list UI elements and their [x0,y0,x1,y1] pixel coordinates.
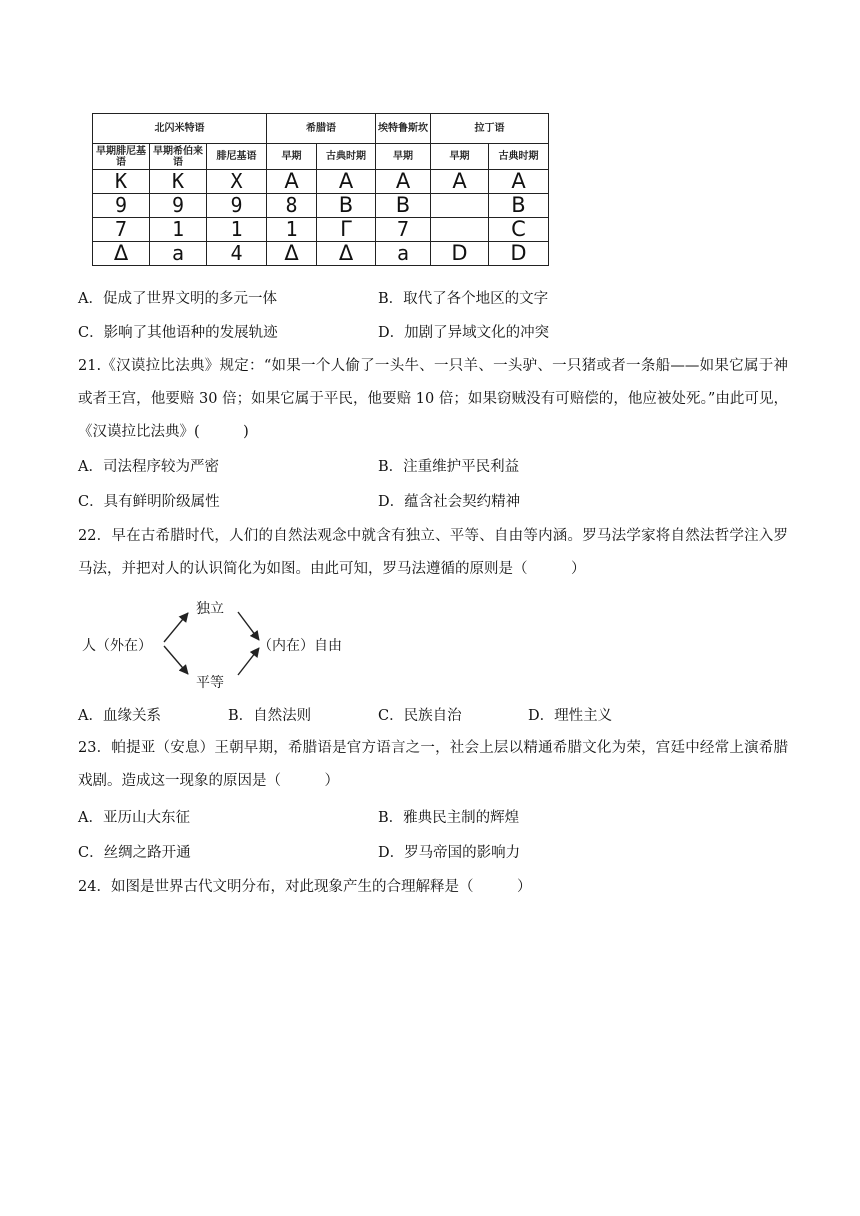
arrow-to-equality [164,646,188,674]
letter-cell: B [376,194,431,218]
letter-cell: D [489,242,549,266]
q22-option-a: A．血缘关系 [78,708,161,724]
q23-option-c: C．丝绸之路开通 [78,845,191,861]
subheader-cell: 早期希伯来语 [150,144,207,170]
letter-cell: K [150,170,207,194]
letter-cell: D [431,242,489,266]
letter-cell: B [489,194,549,218]
q22-option-b: B．自然法则 [228,708,312,724]
q20-option-c: C．影响了其他语种的发展轨迹 [78,325,278,341]
q21-option-c: C．具有鲜明阶级属性 [78,494,220,510]
letter-cell: 1 [267,218,317,242]
letter-cell: A [376,170,431,194]
q21-option-b: B．注重维护平民利益 [378,459,520,475]
q24-stem: 24．如图是世界古代文明分布，对此现象产生的合理解释是（ ） [78,879,532,895]
q23-option-d: D．罗马帝国的影响力 [378,845,521,861]
letter-cell [431,194,489,218]
diagram-label-independence: 独立 [196,601,224,617]
alphabet-table [92,113,549,266]
letter-cell: X [207,170,267,194]
letter-cell: A [317,170,376,194]
q20-option-a: A．促成了世界文明的多元一体 [78,291,277,307]
group-header-greek: 希腊语 [267,114,376,144]
letter-cell: 7 [93,218,150,242]
letter-cell: 1 [150,218,207,242]
table-row [93,218,549,242]
q21-option-d: D．蕴含社会契约精神 [378,494,521,510]
q23-option-a: A．亚历山大东征 [78,810,190,826]
letter-cell: 9 [93,194,150,218]
letter-cell: Δ [93,242,150,266]
group-header-latin: 拉丁语 [431,114,549,144]
letter-cell: A [431,170,489,194]
subheader-cell: 早期 [267,144,317,170]
letter-cell: C [489,218,549,242]
letter-cell: K [93,170,150,194]
q23-option-b: B．雅典民主制的辉煌 [378,810,520,826]
letter-cell: B [317,194,376,218]
subheader-cell: 古典时期 [489,144,549,170]
letter-cell: 4 [207,242,267,266]
letter-cell: 9 [207,194,267,218]
group-header-north-semitic: 北闪米特语 [93,114,267,144]
letter-cell: Γ [317,218,376,242]
subheader-cell: 早期 [431,144,489,170]
subheader-cell: 腓尼基语 [207,144,267,170]
subheader-cell: 早期腓尼基语 [93,144,150,170]
q21-option-a: A．司法程序较为严密 [78,459,219,475]
arrow-equality-to-freedom [238,648,259,675]
letter-cell: a [150,242,207,266]
letter-cell [431,218,489,242]
letter-cell: 9 [150,194,207,218]
arrow-independence-to-freedom [238,612,259,640]
q22-stem: 22．早在古希腊时代，人们的自然法观念中就含有独立、平等、自由等内涵。罗马法学家将自然法哲学注入罗马法，并把对人的认识简化为如图。由此可知，罗马法遵循的原则是（ ） [78,528,788,577]
q22-option-d: D．理性主义 [528,708,613,724]
letter-cell: A [267,170,317,194]
q20-option-d: D．加剧了异域文化的冲突 [378,325,550,341]
arrow-to-independence [164,613,188,642]
letter-cell: A [489,170,549,194]
letter-cell: 8 [267,194,317,218]
diagram-label-equality: 平等 [196,675,224,691]
q23-stem: 23．帕提亚（安息）王朝早期，希腊语是官方语言之一，社会上层以精通希腊文化为荣，宫廷中经常上演希腊戏剧。造成这一现象的原因是（ ） [78,740,788,789]
diagram-label-person: 人（外在） [82,638,152,654]
group-header-etruscan: 埃特鲁斯坎 [376,114,431,144]
table-row [93,242,549,266]
letter-cell: 1 [207,218,267,242]
table-row [93,170,549,194]
q21-stem: 21.《汉谟拉比法典》规定：“如果一个人偷了一头牛、一只羊、一头驴、一只猪或者一条船——如果它属于神或者王宫，他要赔 30 倍；如果它属于平民，他要赔 10 倍；如果窃贼没有可赔偿的，他应被处死。”由此可见，《汉谟拉比法典》( ) [78,358,788,440]
letter-cell: Δ [267,242,317,266]
diagram-label-freedom: （内在）自由 [258,638,342,654]
q22-option-c: C．民族自治 [378,708,462,724]
letter-cell: a [376,242,431,266]
table-row [93,194,549,218]
subheader-cell: 古典时期 [317,144,376,170]
subheader-cell: 早期 [376,144,431,170]
q20-option-b: B．取代了各个地区的文字 [378,291,549,307]
letter-cell: 7 [376,218,431,242]
letter-cell: Δ [317,242,376,266]
person-concept-diagram [78,596,368,692]
